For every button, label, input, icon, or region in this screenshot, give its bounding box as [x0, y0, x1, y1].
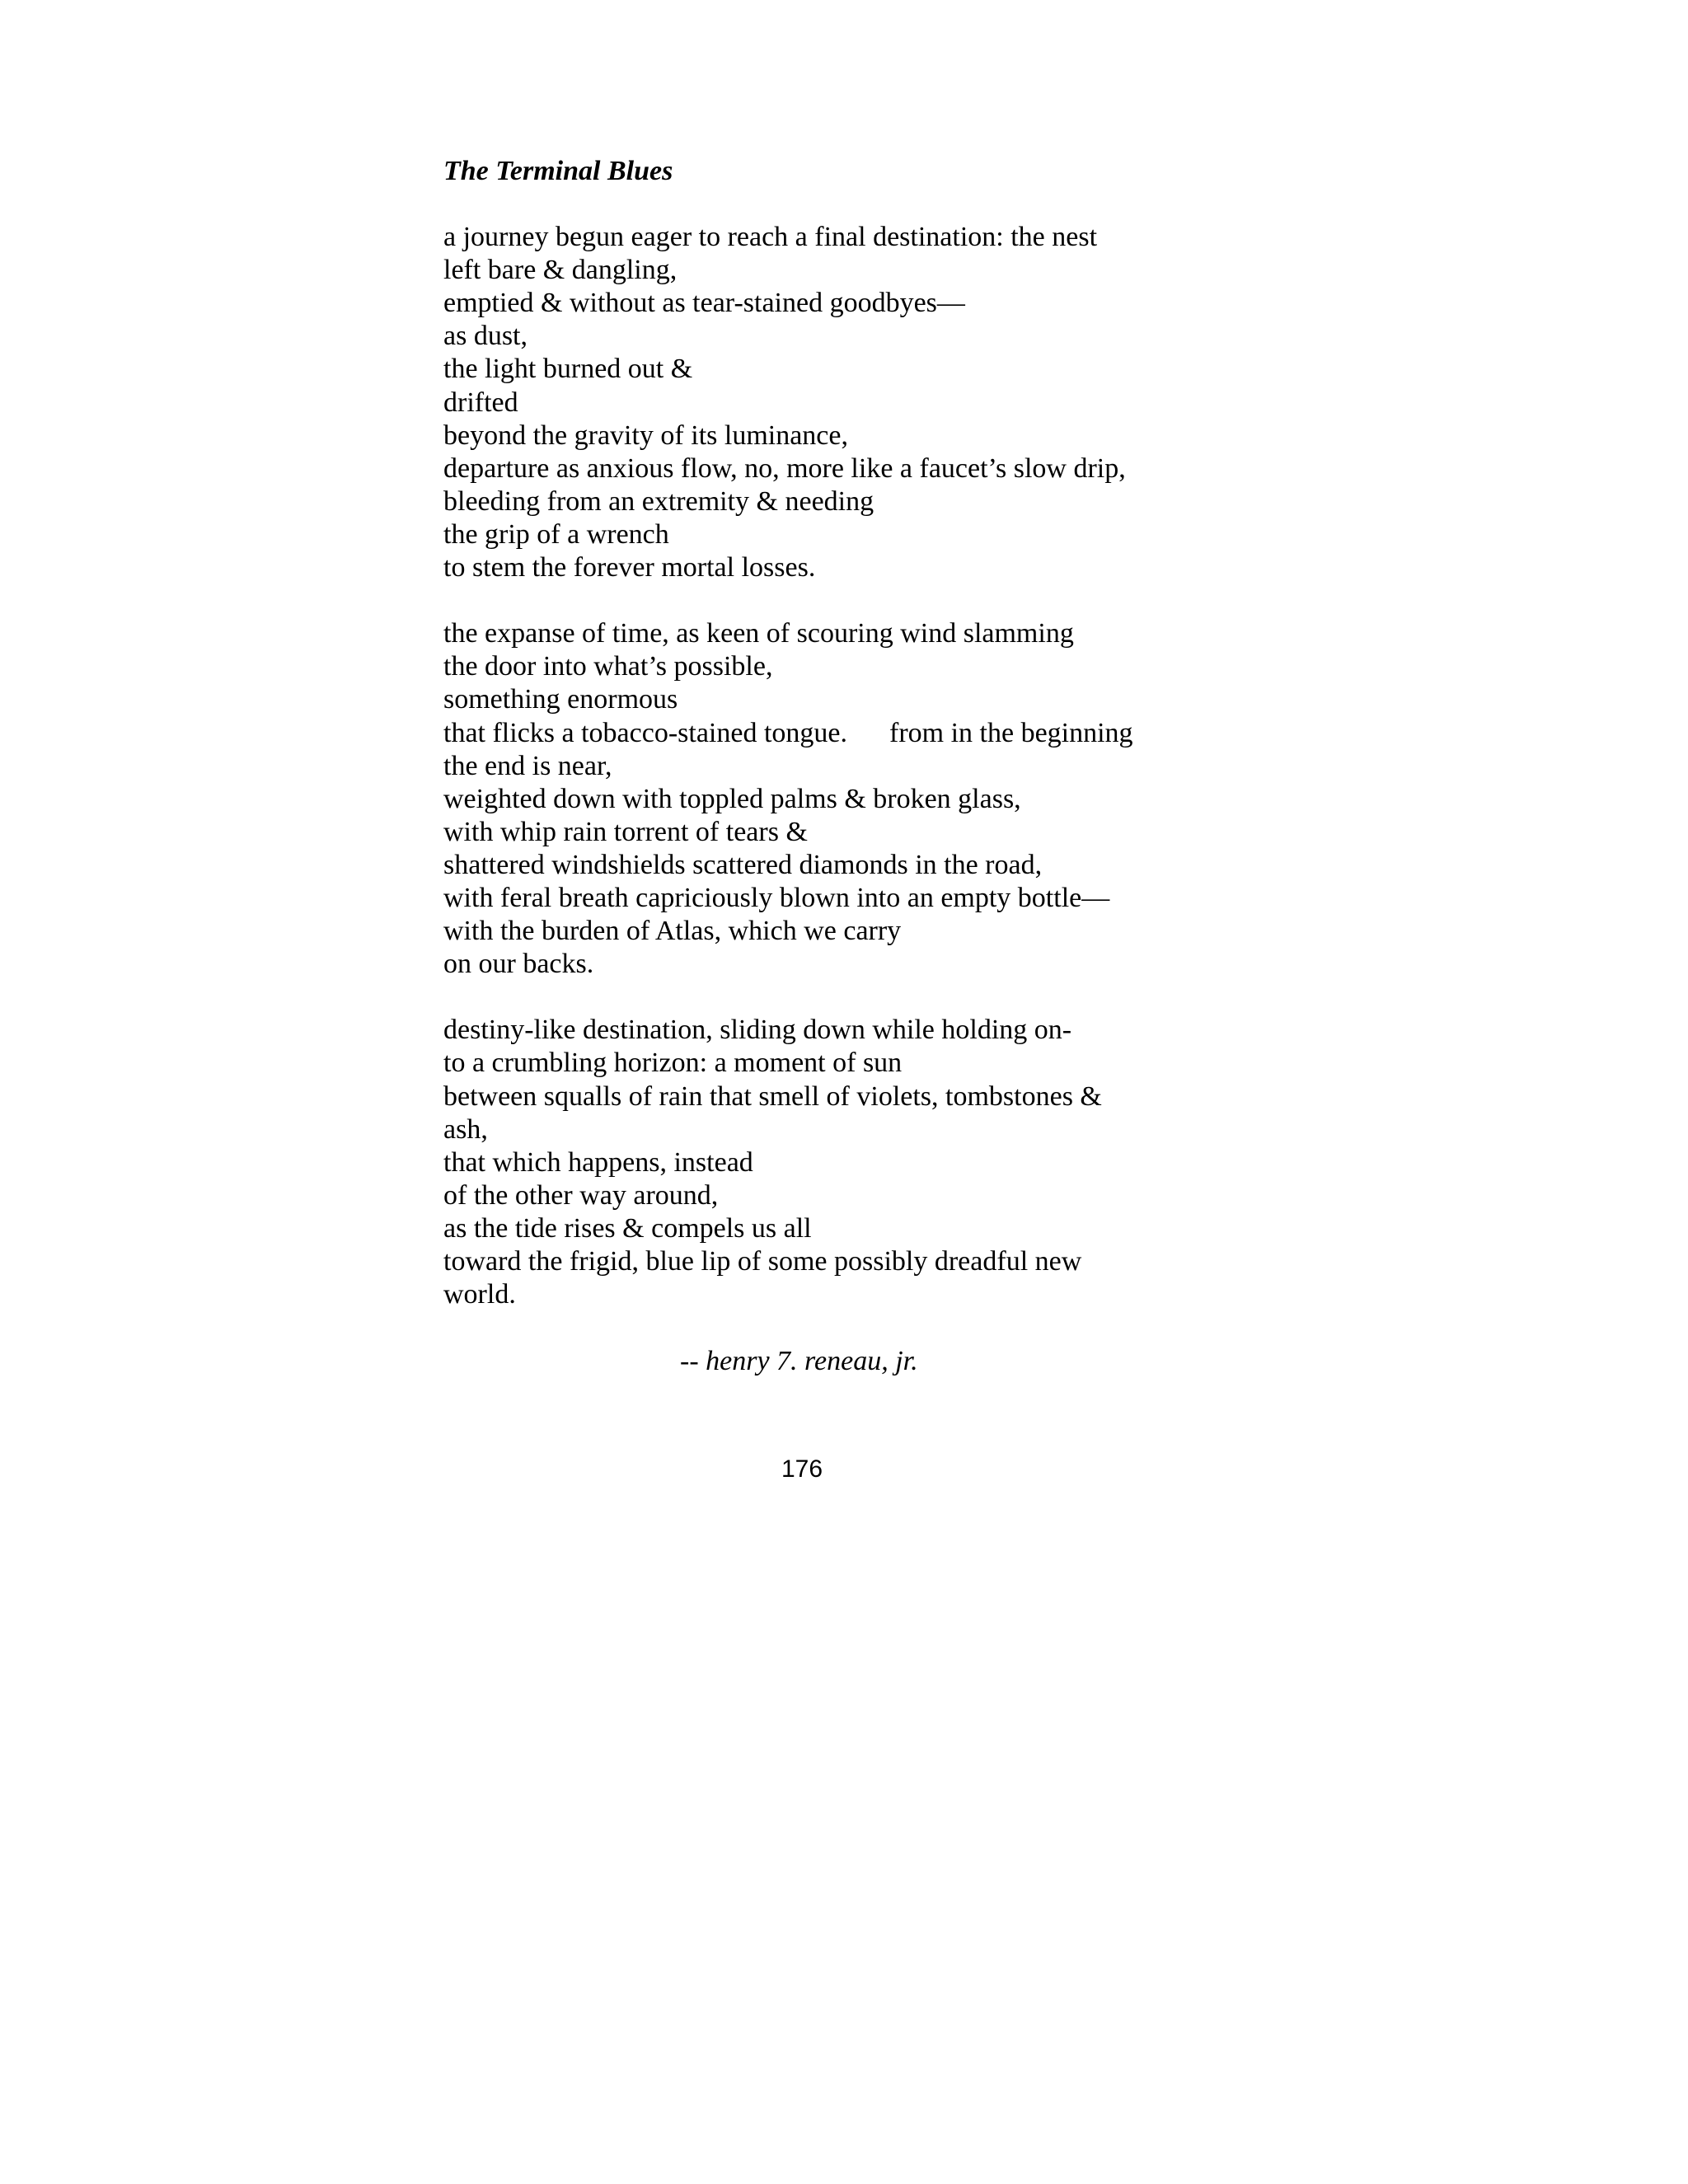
poem-line: as the tide rises & compels us all [443, 1212, 812, 1244]
poem-line: drifted [443, 387, 518, 418]
author-byline: -- henry 7. reneau, jr. [680, 1346, 918, 1376]
poem-line: the light burned out & [443, 354, 693, 385]
poem-title: The Terminal Blues [443, 156, 673, 186]
poem-line: something enormous [443, 684, 678, 715]
poem-line: departure as anxious flow, no, more like a faucet’s slow drip, [443, 452, 1126, 484]
poem-line: bleeding from an extremity & needing [443, 485, 874, 517]
poem-line: with feral breath capriciously blown into an empty bottle— [443, 882, 1110, 913]
poem [443, 155, 1268, 1344]
poem-line: left bare & dangling, [443, 255, 678, 286]
poem-line: to stem the forever mortal losses. [443, 552, 816, 583]
page-number: 176 [781, 1455, 823, 1483]
poem-line: ash, [443, 1113, 488, 1145]
poem-line: beyond the gravity of its luminance, [443, 419, 848, 451]
poem-line: on our backs. [443, 949, 594, 980]
poem-line: world. [443, 1279, 516, 1310]
poem-line: a journey begun eager to reach a final destination: the nest [443, 222, 1098, 253]
stanza-2 [443, 617, 1268, 981]
poem-line: shattered windshields scattered diamonds in the road, [443, 849, 1043, 880]
poem-line: the end is near, [443, 750, 612, 781]
poem-line: weighted down with toppled palms & broken glass, [443, 783, 1021, 814]
poem-line: destiny-like destination, sliding down while holding on- [443, 1015, 1072, 1046]
poem-line: toward the frigid, blue lip of some possibly dreadful new [443, 1246, 1082, 1277]
poem-line: the expanse of time, as keen of scouring wind slamming [443, 618, 1074, 649]
poem-line: to a crumbling horizon: a moment of sun [443, 1047, 903, 1079]
poem-line: with the burden of Atlas, which we carry [443, 916, 902, 947]
poem-line: the door into what’s possible, [443, 651, 773, 682]
poem-line: as dust, [443, 321, 528, 352]
stanza-1 [443, 221, 1268, 584]
poem-line: that flicks a tobacco-stained tongue. from in the beginning [443, 717, 1133, 748]
stanza-3 [443, 1014, 1268, 1311]
poem-line: that which happens, instead [443, 1146, 753, 1178]
poem-line: of the other way around, [443, 1179, 719, 1211]
poem-line: emptied & without as tear-stained goodbyes— [443, 288, 965, 319]
poem-line: between squalls of rain that smell of violets, tombstones & [443, 1080, 1102, 1112]
poem-line: with whip rain torrent of tears & [443, 816, 808, 847]
poem-line: the grip of a wrench [443, 518, 669, 550]
